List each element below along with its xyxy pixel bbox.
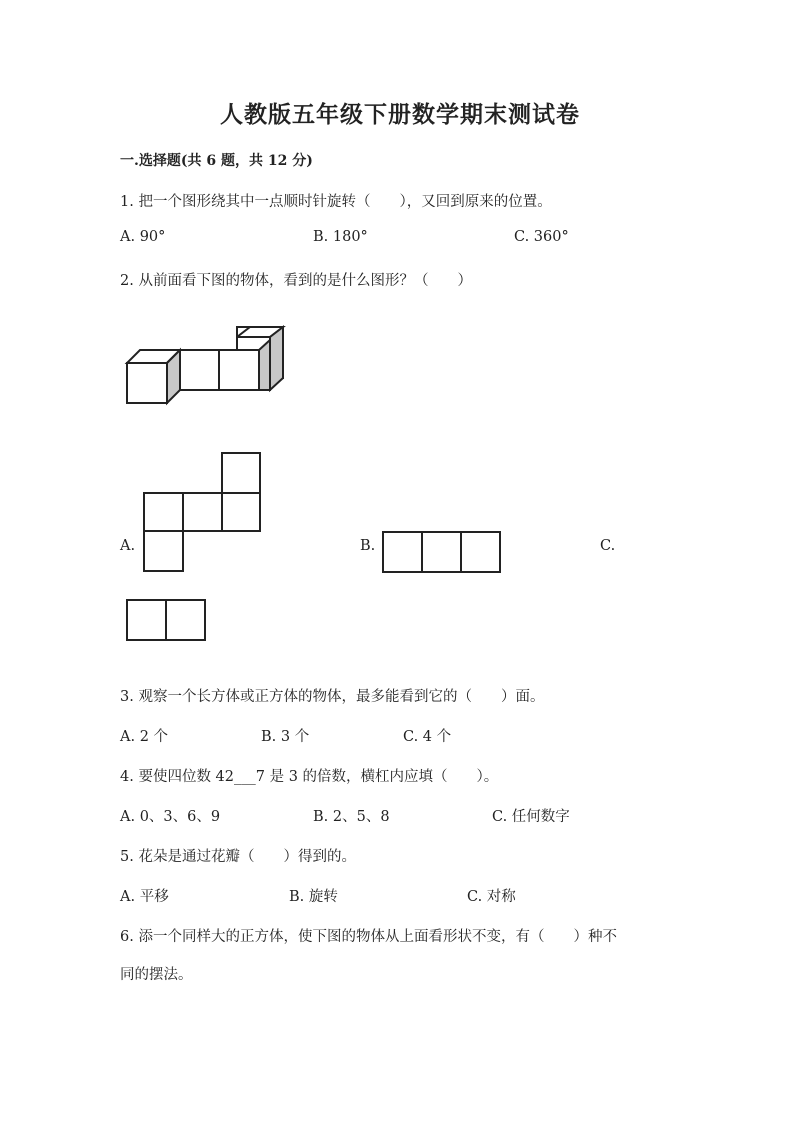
question-1: 1. 把一个图形绕其中一点顺时针旋转（ ），又回到原来的位置。 bbox=[120, 194, 552, 210]
cube-front-face bbox=[219, 350, 259, 390]
q5-option-b: B. 旋转 bbox=[289, 889, 338, 905]
q5-option-a: A. 平移 bbox=[120, 889, 169, 905]
q4-option-c: C. 任何数字 bbox=[492, 809, 570, 825]
q2-option-b: B. bbox=[360, 538, 376, 554]
q3-option-b: B. 3 个 bbox=[261, 729, 310, 745]
question-2: 2. 从前面看下图的物体，看到的是什么图形？（ ） bbox=[120, 273, 472, 289]
cube-front-face bbox=[127, 363, 167, 403]
q1-option-b: B. 180° bbox=[313, 229, 368, 245]
question-6-line-2: 同的摆法。 bbox=[120, 967, 193, 983]
q4-option-b: B. 2、5、8 bbox=[313, 809, 390, 825]
q1-option-a: A. 90° bbox=[120, 229, 166, 245]
question-4: 4. 要使四位数 42___7 是 3 的倍数，横杠内应填（ ）。 bbox=[120, 769, 499, 785]
cube-side-face bbox=[259, 340, 270, 390]
question-3: 3. 观察一个长方体或正方体的物体，最多能看到它的（ ）面。 bbox=[120, 689, 545, 705]
question-5: 5. 花朵是通过花瓣（ ）得到的。 bbox=[120, 849, 356, 865]
question-6-line-1: 6. 添一个同样大的正方体，使下图的物体从上面看形状不变，有（ ）种不 bbox=[120, 929, 617, 945]
page-title: 人教版五年级下册数学期末测试卷 bbox=[220, 101, 580, 128]
cube-figure bbox=[120, 320, 290, 415]
q4-option-a: A. 0、3、6、9 bbox=[120, 809, 221, 825]
q2-option-a: A. bbox=[120, 538, 136, 554]
q3-option-c: C. 4 个 bbox=[403, 729, 452, 745]
q5-option-c: C. 对称 bbox=[467, 889, 516, 905]
q3-option-a: A. 2 个 bbox=[120, 729, 169, 745]
option-c-figure bbox=[124, 598, 209, 643]
q2-option-c: C. bbox=[600, 538, 616, 554]
cube-front-face bbox=[180, 350, 219, 390]
section-heading: 一.选择题(共 6 题，共 12 分) bbox=[120, 153, 313, 169]
option-a-figure bbox=[140, 450, 265, 575]
q1-option-c: C. 360° bbox=[514, 229, 569, 245]
cube-side-face bbox=[270, 327, 283, 390]
option-b-figure bbox=[380, 530, 505, 575]
